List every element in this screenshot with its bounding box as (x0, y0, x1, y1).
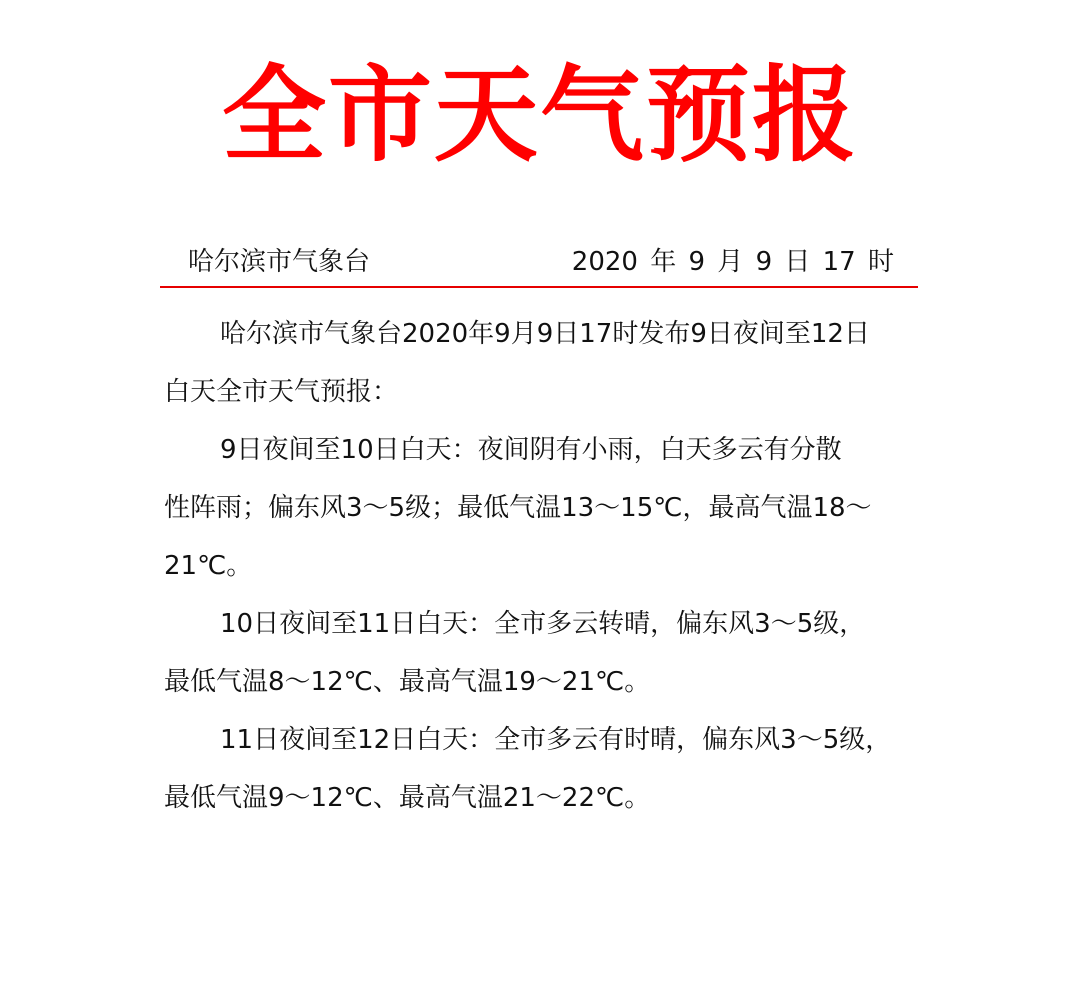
paragraph-line: 最低气温9～12℃、最高气温21～22℃。 (164, 783, 651, 813)
paragraph-line: 最低气温8～12℃、最高气温19～21℃。 (164, 667, 651, 697)
paragraph-day-2 (164, 595, 918, 711)
paragraph-line: 9日夜间至10日白天：夜间阴有小雨，白天多云有分散 (220, 435, 842, 465)
document-header (160, 240, 918, 284)
document-title: 全市天气预报 (221, 54, 858, 176)
paragraph-day-1 (164, 421, 918, 595)
forecast-body (164, 305, 918, 827)
paragraph-line: 性阵雨；偏东风3～5级；最低气温13～15℃，最高气温18～ (164, 493, 872, 523)
issue-time: 2020 年 9 月 9 日 17 时 (571, 247, 894, 277)
paragraph-line: 21℃。 (164, 551, 253, 581)
paragraph-line: 白天全市天气预报： (164, 377, 399, 407)
paragraph-line: 11日夜间至12日白天：全市多云有时晴，偏东风3～5级， (220, 725, 892, 755)
paragraph-line: 哈尔滨市气象台2020年9月9日17时发布9日夜间至12日 (220, 319, 870, 349)
paragraph-day-3 (164, 711, 918, 827)
paragraph-intro (164, 305, 918, 421)
paragraph-line: 10日夜间至11日白天：全市多云转晴，偏东风3～5级， (220, 609, 866, 639)
header-divider (160, 286, 918, 288)
issuer-name: 哈尔滨市气象台 (188, 247, 371, 277)
